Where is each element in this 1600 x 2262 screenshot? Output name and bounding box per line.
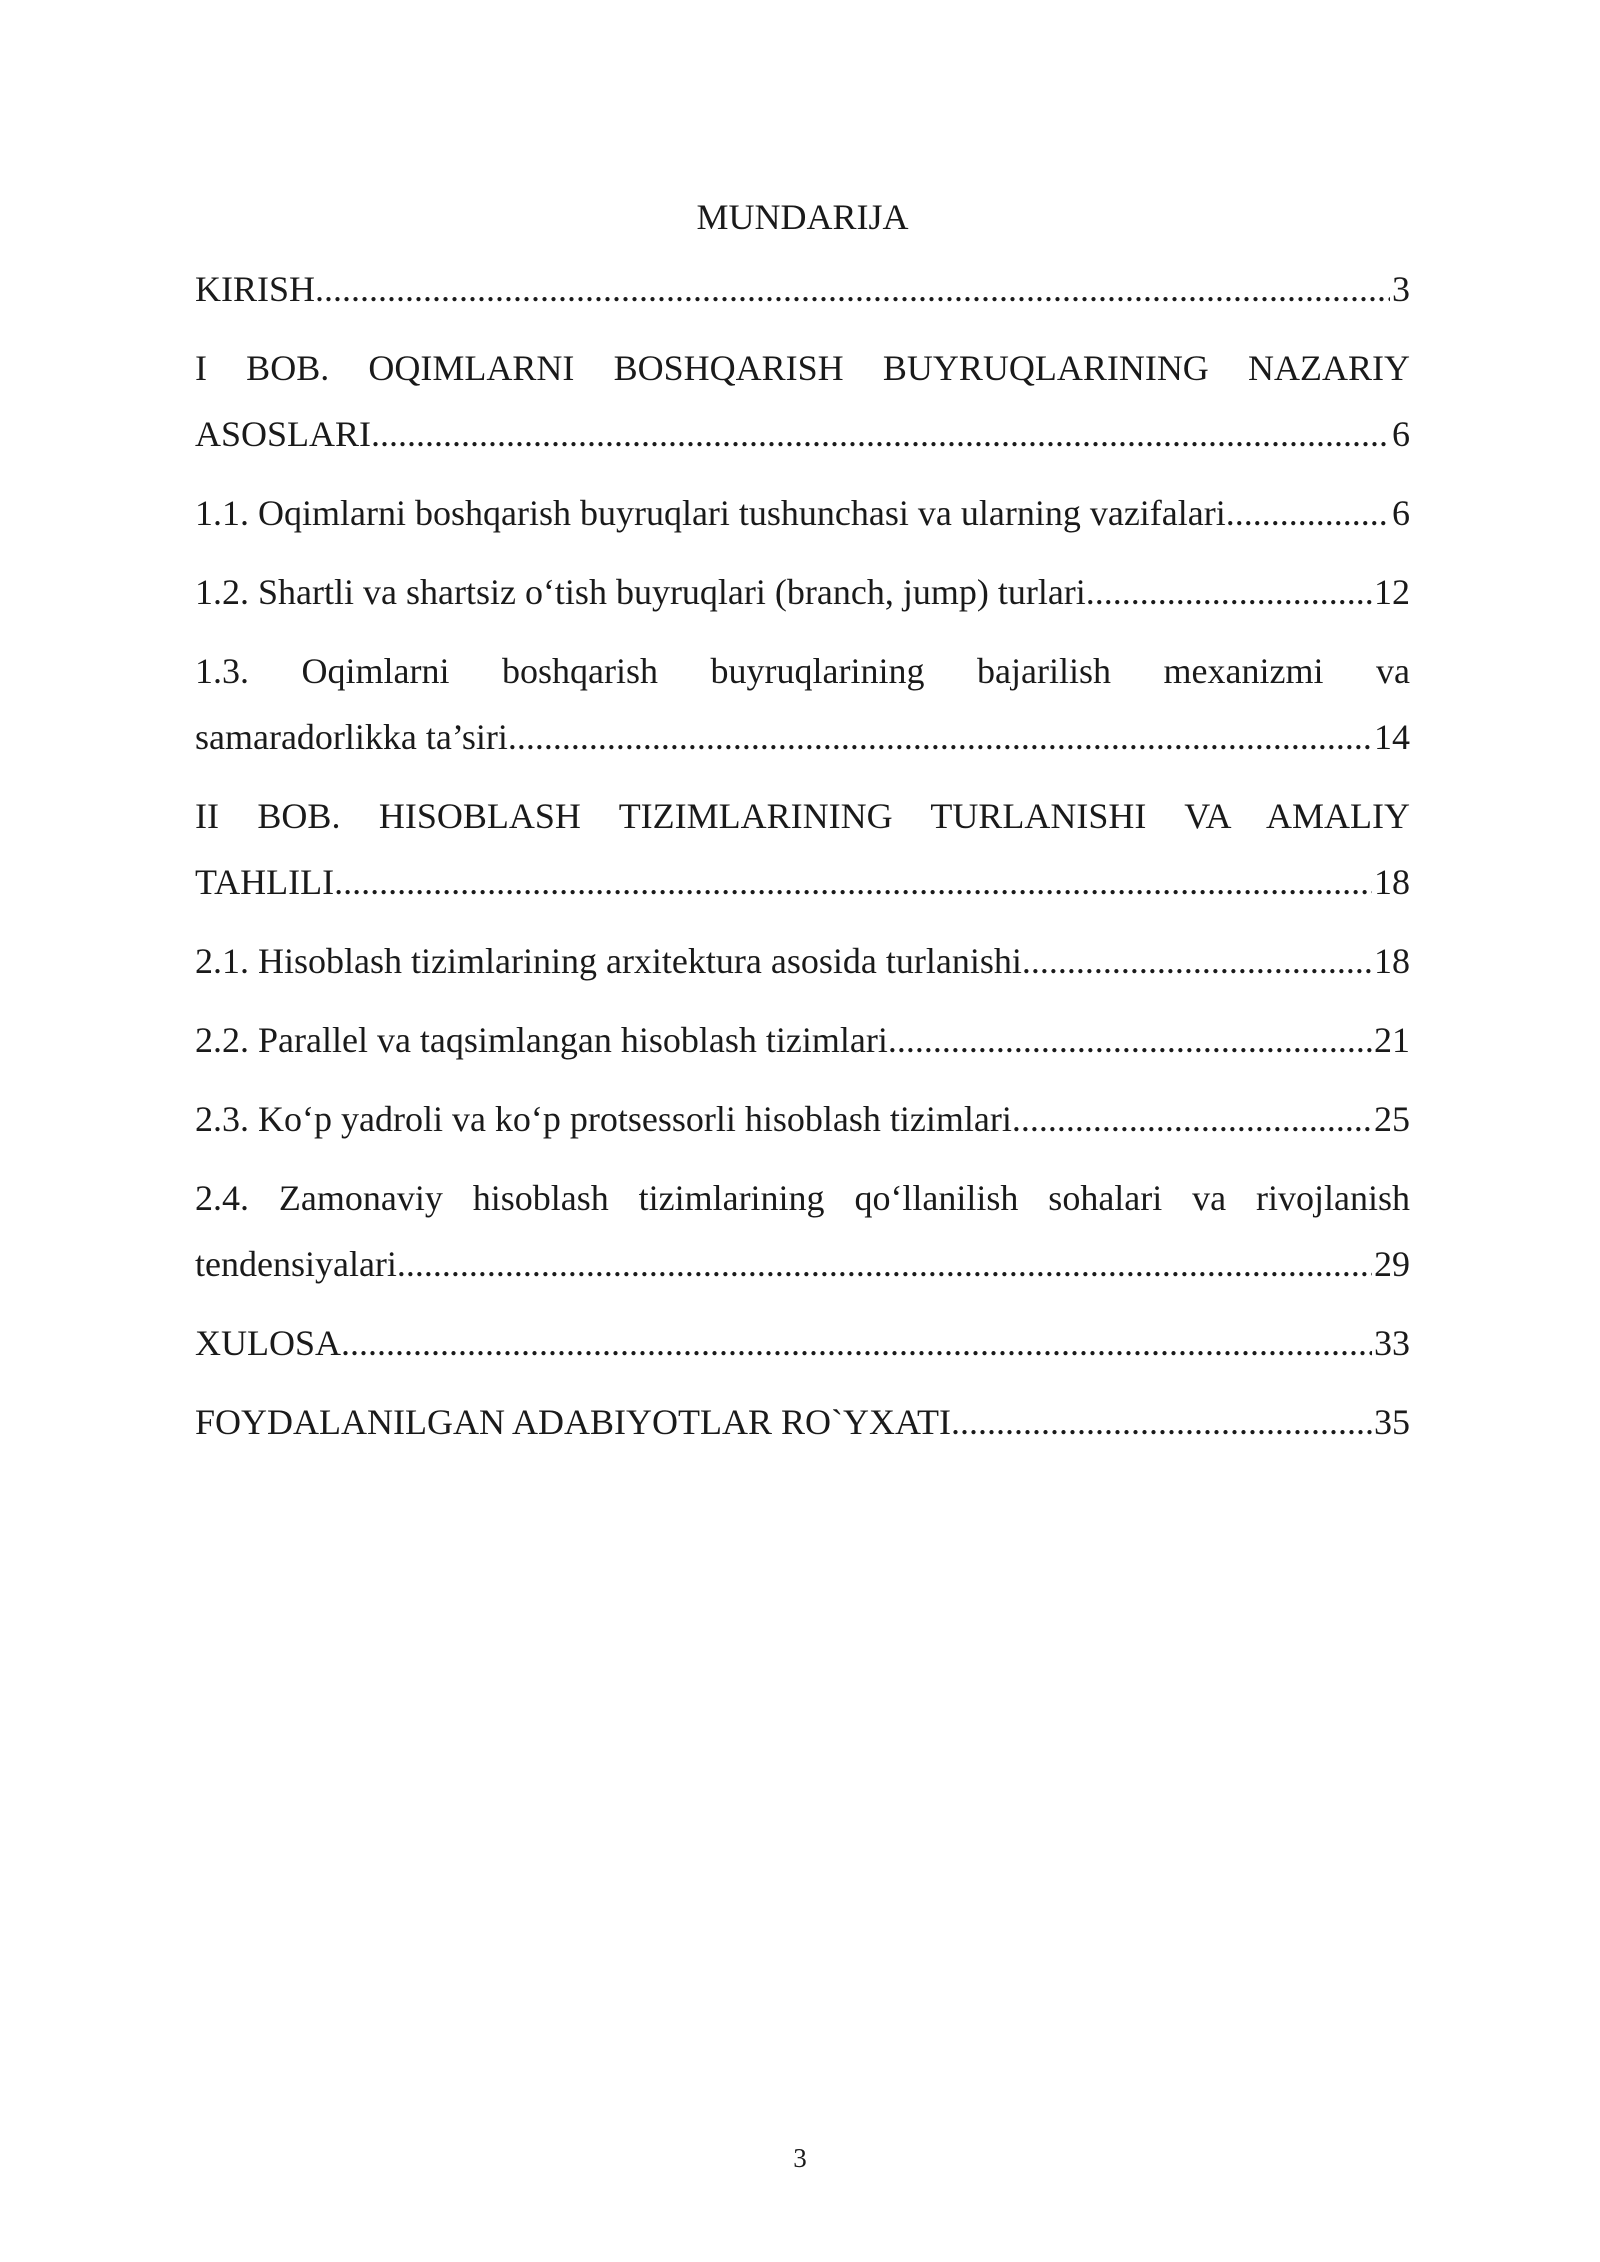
toc-entry-text: ASOSLARI <box>195 414 372 454</box>
toc-entry-text: tendensiyalari <box>195 1244 397 1284</box>
dot-leader <box>1012 1086 1372 1152</box>
dot-leader <box>1226 480 1390 546</box>
dot-leader <box>508 704 1372 770</box>
toc-entry-chapter-2[interactable] <box>195 783 1410 915</box>
toc-entry-text: 1.2. Shartli va shartsiz o‘tish buyruqlari (branch, jump) turlari <box>195 572 1086 612</box>
toc-entry-2-3[interactable] <box>195 1086 1410 1152</box>
page-number-footer: 3 <box>793 2143 807 2173</box>
toc-page-number: 29 <box>1374 1244 1410 1284</box>
toc-entry-kirish[interactable] <box>195 256 1410 322</box>
toc-page-number: 12 <box>1374 572 1410 612</box>
toc-page-number: 35 <box>1374 1402 1410 1442</box>
toc-entry-1-1[interactable] <box>195 480 1410 546</box>
dot-leader <box>397 1231 1372 1297</box>
toc-entry-text: KIRISH <box>195 269 316 309</box>
toc-entry-1-2[interactable] <box>195 559 1410 625</box>
toc-entry-text-line1: I BOB. OQIMLARNI BOSHQARISH BUYRUQLARINING NAZARIY <box>195 348 1410 388</box>
toc-entry-xulosa[interactable] <box>195 1310 1410 1376</box>
toc-entry-text: 2.2. Parallel va taqsimlangan hisoblash tizimlari <box>195 1020 888 1060</box>
toc-entry-1-3[interactable] <box>195 638 1410 770</box>
dot-leader <box>1086 559 1372 625</box>
toc-page-number: 21 <box>1374 1020 1410 1060</box>
dot-leader <box>371 401 1390 467</box>
toc-entry-2-2[interactable] <box>195 1007 1410 1073</box>
toc-entry-text: TAHLILI <box>195 862 335 902</box>
toc-entry-text: samaradorlikka ta’siri <box>195 717 508 757</box>
toc-page-number: 25 <box>1374 1099 1410 1139</box>
toc-entry-chapter-1[interactable] <box>195 335 1410 467</box>
toc-page-number: 3 <box>1392 269 1410 309</box>
toc-page-number: 6 <box>1392 493 1410 533</box>
toc-entry-2-4[interactable] <box>195 1165 1410 1297</box>
toc-entry-text: XULOSA <box>195 1323 342 1363</box>
toc-page-number: 18 <box>1374 941 1410 981</box>
toc-page-number: 6 <box>1392 414 1410 454</box>
toc-entry-text-line1: 1.3. Oqimlarni boshqarish buyruqlarining bajarilish mexanizmi va <box>195 651 1410 691</box>
toc-entry-bibliography[interactable] <box>195 1389 1410 1455</box>
toc-entry-text-line1: II BOB. HISOBLASH TIZIMLARINING TURLANISHI VA AMALIY <box>195 796 1410 836</box>
toc-page-number: 33 <box>1374 1323 1410 1363</box>
dot-leader <box>315 256 1390 322</box>
toc-entry-text: 2.1. Hisoblash tizimlarining arxitektura asosida turlanishi <box>195 941 1022 981</box>
dot-leader <box>951 1389 1372 1455</box>
dot-leader <box>1022 928 1372 994</box>
toc-page-number: 14 <box>1374 717 1410 757</box>
dot-leader <box>888 1007 1372 1073</box>
toc-page-number: 18 <box>1374 862 1410 902</box>
toc-entry-text-line1: 2.4. Zamonaviy hisoblash tizimlarining qo‘llanilish sohalari va rivojlanish <box>195 1178 1410 1218</box>
toc-entry-2-1[interactable] <box>195 928 1410 994</box>
dot-leader <box>334 849 1372 915</box>
toc-entry-text: 1.1. Oqimlarni boshqarish buyruqlari tushunchasi va ularning vazifalari <box>195 493 1226 533</box>
toc-entry-text: FOYDALANILGAN ADABIYOTLAR RO`YXATI <box>195 1402 951 1442</box>
table-of-contents <box>195 192 1410 1468</box>
toc-entry-text: 2.3. Ko‘p yadroli va ko‘p protsessorli hisoblash tizimlari <box>195 1099 1012 1139</box>
toc-title: MUNDARIJA <box>696 197 909 237</box>
dot-leader <box>341 1310 1372 1376</box>
